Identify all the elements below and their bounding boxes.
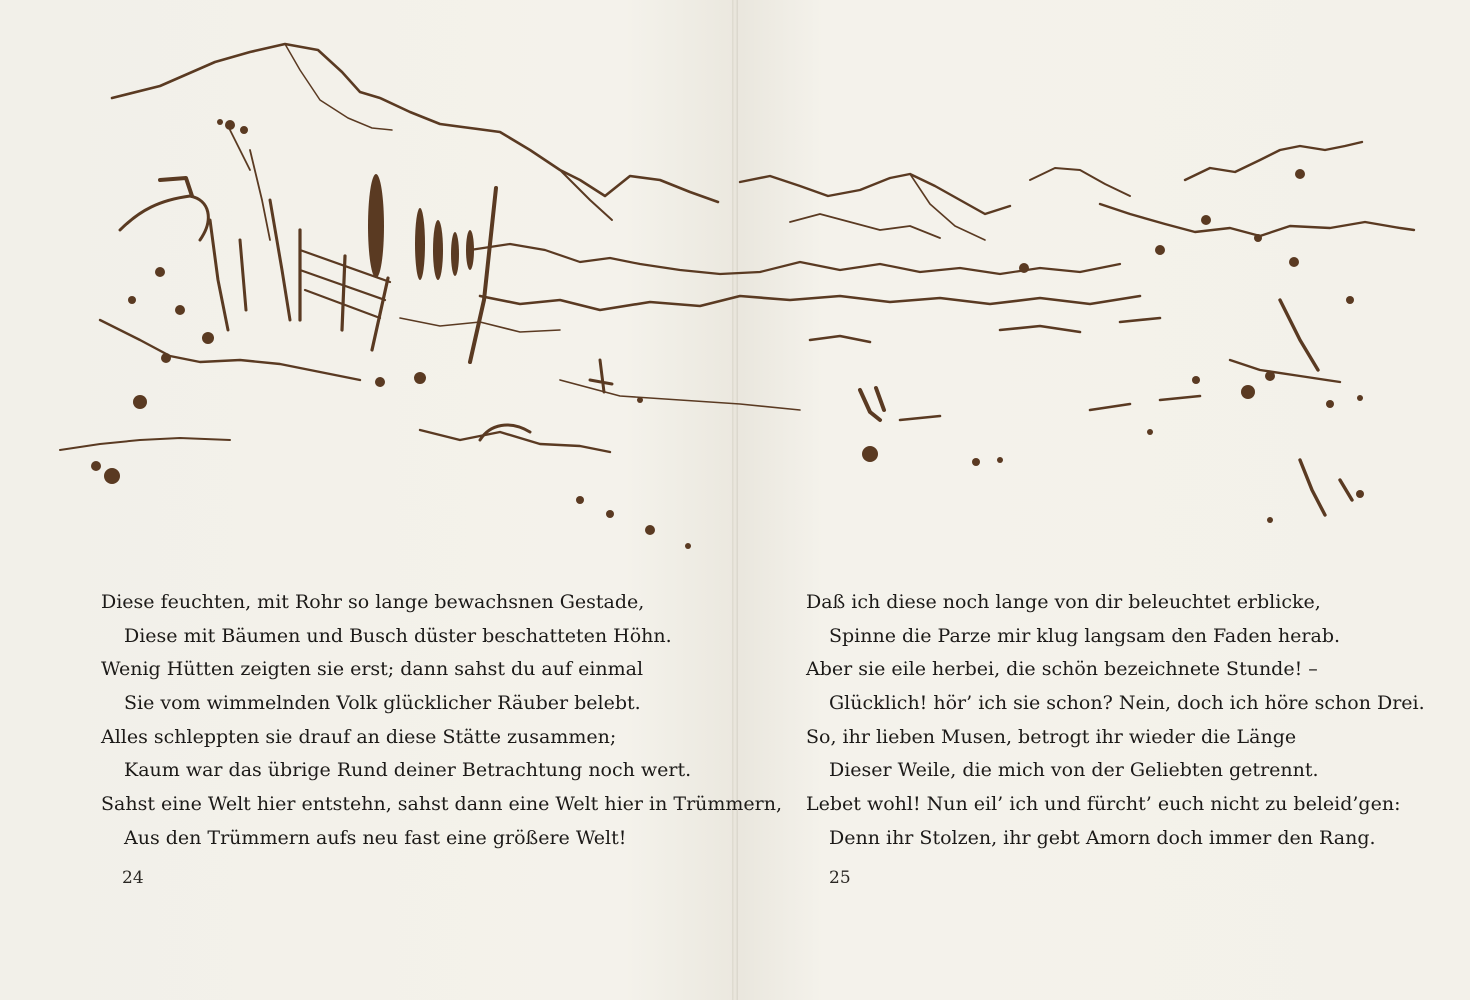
poem-line: Daß ich diese noch lange von dir beleuchtet erblicke, bbox=[806, 591, 1321, 613]
poem-line: Glücklich! hör’ ich sie schon? Nein, doch ich höre schon Drei. bbox=[829, 692, 1425, 715]
page-number-right: 25 bbox=[829, 868, 851, 888]
poem-line: Aber sie eile herbei, die schön bezeichnete Stunde! – bbox=[806, 658, 1318, 681]
poem-line: Diese mit Bäumen und Busch düster beschatteten Höhn. bbox=[124, 624, 672, 647]
poem-line: So, ihr lieben Musen, betrogt ihr wieder die Länge bbox=[806, 725, 1297, 748]
poem-line: Dieser Weile, die mich von der Geliebten getrennt. bbox=[829, 759, 1319, 782]
poem-line: Aus den Trümmern aufs neu fast eine größere Welt! bbox=[124, 826, 627, 849]
poem-line: Spinne die Parze mir klug langsam den Faden herab. bbox=[829, 624, 1341, 647]
left-poem bbox=[101, 586, 782, 856]
poem-line: Denn ihr Stolzen, ihr gebt Amorn doch immer den Rang. bbox=[829, 826, 1376, 849]
poem-line: Kaum war das übrige Rund deiner Betrachtung noch wert. bbox=[124, 759, 692, 782]
right-poem bbox=[806, 586, 1425, 856]
poem-line: Sie vom wimmelnden Volk glücklicher Räuber belebt. bbox=[124, 692, 641, 715]
page-number-left: 24 bbox=[122, 868, 144, 888]
poem-line: Lebet wohl! Nun eil’ ich und fürcht’ euch nicht zu beleid’gen: bbox=[806, 793, 1401, 816]
poem-line: Sahst eine Welt hier entstehn, sahst dann eine Welt hier in Trümmern, bbox=[101, 793, 783, 816]
poem-line: Alles schleppten sie drauf an diese Stätte zusammen; bbox=[101, 725, 617, 748]
poem-line: Wenig Hütten zeigten sie erst; dann sahst du auf einmal bbox=[101, 658, 644, 681]
poem-line: Diese feuchten, mit Rohr so lange bewachsnen Gestade, bbox=[101, 591, 645, 613]
